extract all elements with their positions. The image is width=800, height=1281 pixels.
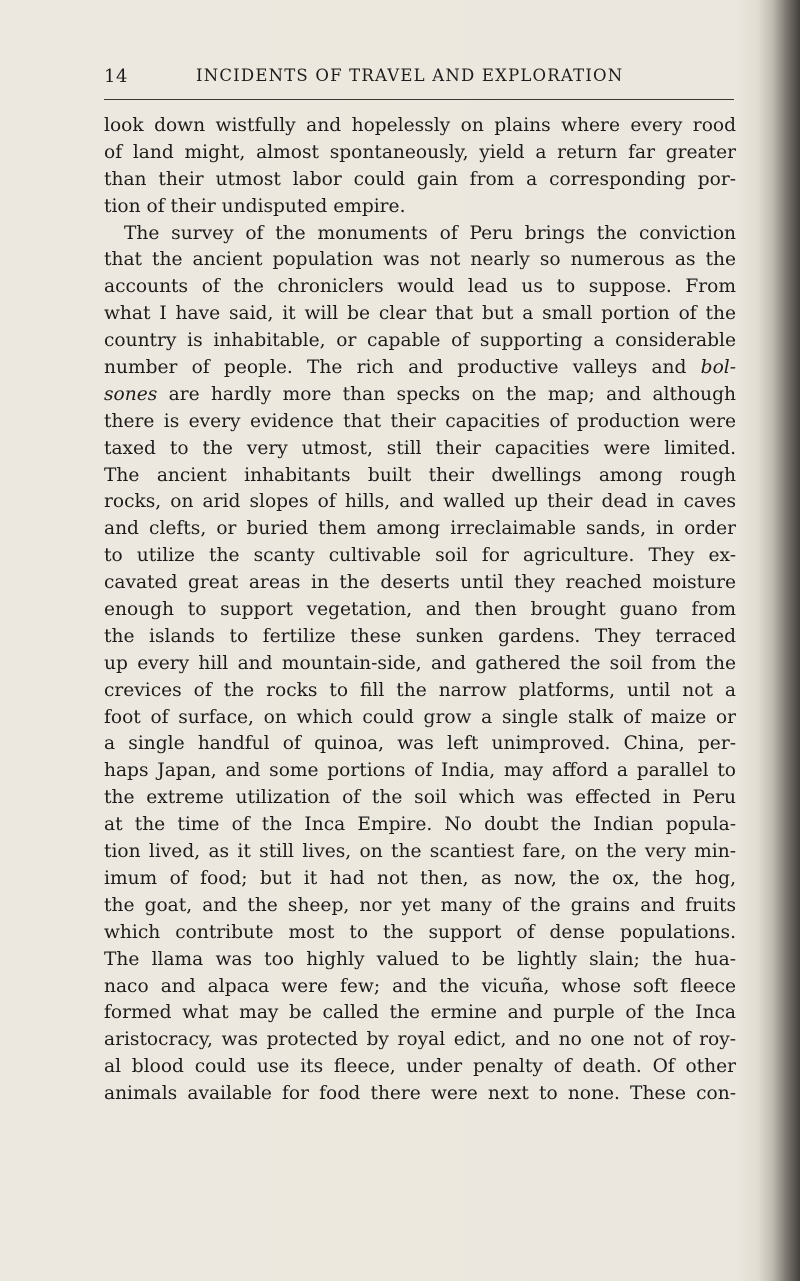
text-line: formed what may be called the ermine and purple of the Inca [104, 1002, 736, 1024]
text-line: enough to support vegetation, and then brought guano from [104, 599, 736, 621]
text-line: which contribute most to the support of dense populations. [104, 921, 736, 943]
text-line: of land might, almost spontaneously, yield a return far greater [104, 141, 736, 163]
gutter-shadow [758, 0, 800, 1281]
text-line: al blood could use its fleece, under penalty of death. Of other [104, 1056, 736, 1078]
text-line: cavated great areas in the deserts until they reached moisture [104, 572, 736, 594]
text-line: tion of their undisputed empire. [104, 195, 406, 217]
text-line: foot of surface, on which could grow a single stalk of maize or [104, 706, 736, 728]
text-line: the goat, and the sheep, nor yet many of the grains and fruits [104, 894, 736, 916]
page-number: 14 [104, 66, 128, 87]
text-line: The ancient inhabitants built their dwellings among rough [104, 464, 736, 486]
header-rule [104, 99, 734, 100]
text-line: country is inhabitable, or capable of supporting a considerable [104, 330, 736, 352]
text-line: the extreme utilization of the soil which was effected in Peru [104, 787, 736, 809]
body-text [104, 113, 736, 1108]
text-line: up every hill and mountain-side, and gathered the soil from the [104, 652, 736, 674]
text-line: animals available for food there were next to none. These con- [104, 1083, 736, 1105]
text-line: The llama was too highly valued to be lightly slain; the hua- [104, 948, 736, 970]
text-line-with-italic: sones are hardly more than specks on the map; and although [104, 383, 736, 405]
text-line: imum of food; but it had not then, as now, the ox, the hog, [104, 867, 736, 889]
text-line: aristocracy, was protected by royal edict, and no one not of roy- [104, 1029, 736, 1051]
italic-term: bol- [700, 357, 736, 379]
text-line: that the ancient population was not nearly so numerous as the [104, 249, 736, 271]
text-line: accounts of the chroniclers would lead us to suppose. From [104, 276, 736, 298]
text-line: look down wistfully and hopelessly on plains where every rood [104, 115, 736, 136]
text-line: what I have said, it will be clear that but a small portion of the [104, 303, 736, 325]
italic-term: sones [104, 383, 158, 405]
text-line-with-italic: number of people. The rich and productive valleys and bol- [104, 357, 736, 379]
text-line: at the time of the Inca Empire. No doubt the Indian popula- [104, 814, 736, 836]
text-line: crevices of the rocks to fill the narrow platforms, until not a [104, 679, 736, 701]
text-line: there is every evidence that their capacities of production were [104, 410, 736, 432]
running-head: INCIDENTS OF TRAVEL AND EXPLORATION [196, 66, 624, 85]
text-line: The survey of the monuments of Peru brings the conviction [124, 222, 736, 244]
text-line: to utilize the scanty cultivable soil for agriculture. They ex- [104, 545, 736, 567]
text-line: naco and alpaca were few; and the vicuña, whose soft fleece [104, 975, 736, 997]
text-line: rocks, on arid slopes of hills, and walled up their dead in caves [104, 491, 736, 513]
text-line: than their utmost labor could gain from a corresponding por- [104, 168, 736, 190]
text-line: and clefts, or buried them among irreclaimable sands, in order [104, 518, 736, 540]
text-line: tion lived, as it still lives, on the scantiest fare, on the very min- [104, 841, 736, 863]
text-line: taxed to the very utmost, still their capacities were limited. [104, 437, 736, 459]
text-line: a single handful of quinoa, was left unimproved. China, per- [104, 733, 736, 755]
text-line: the islands to fertilize these sunken gardens. They terraced [104, 625, 736, 647]
page-header [104, 60, 734, 100]
text-line: haps Japan, and some portions of India, may afford a parallel to [104, 760, 736, 782]
